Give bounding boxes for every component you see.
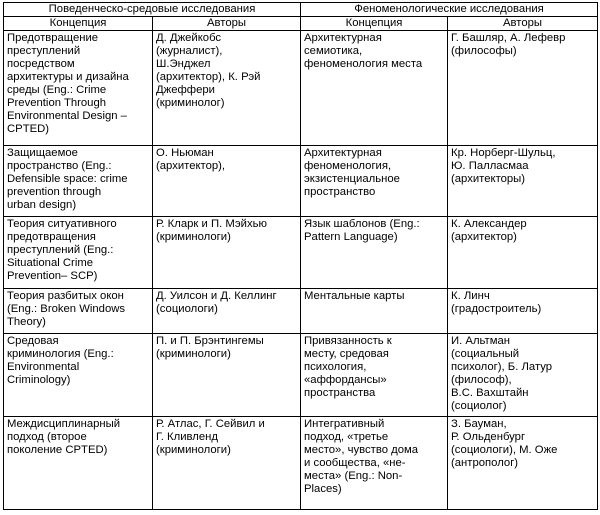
behavioral-authors-cell: О. Ньюман (архитектор), — [153, 145, 301, 217]
phenomenological-concept-cell: Интегративный подход, «третье место», чувство дома и сообщества, «не- места» (Eng.: Non- Places) — [301, 417, 448, 510]
phenomenological-authors-cell: И. Альтман (социальный психолог), Б. Латур (философ), В.С. Вахштайн (социолог) — [448, 333, 598, 416]
column-header-concept: Концепция — [4, 17, 153, 31]
phenomenological-concept-cell: Ментальные карты — [301, 289, 448, 334]
column-header-authors: Авторы — [153, 17, 301, 31]
table-row — [4, 333, 598, 416]
behavioral-authors-cell: П. и П. Брэнтингемы (криминологи) — [153, 333, 301, 416]
comparison-table — [3, 2, 598, 510]
column-header-concept: Концепция — [301, 17, 448, 31]
table-row — [4, 217, 598, 289]
behavioral-authors-cell: Д. Джейкобс (журналист), Ш.Энджел (архитектор), К. Рэй Джеффери (криминолог) — [153, 31, 301, 146]
group-header-phenomenological: Феноменологические исследования — [301, 3, 598, 17]
group-header-row — [4, 3, 598, 17]
group-header-behavioral: Поведенческо-средовые исследования — [4, 3, 301, 17]
table-row — [4, 417, 598, 510]
column-header-row — [4, 17, 598, 31]
table-row — [4, 31, 598, 146]
table-row — [4, 145, 598, 217]
behavioral-concept-cell: Теория разбитых окон (Eng.: Broken Windows Theory) — [4, 289, 153, 334]
phenomenological-authors-cell: Кр. Норберг-Шульц, Ю. Палласмаа (архитекторы) — [448, 145, 598, 217]
behavioral-concept-cell: Теория ситуативного предотвращения преступлений (Eng.: Situational Crime Prevention– SCP) — [4, 217, 153, 289]
phenomenological-authors-cell: К. Линч (градостроитель) — [448, 289, 598, 334]
phenomenological-authors-cell: К. Александер (архитектор) — [448, 217, 598, 289]
column-header-authors: Авторы — [448, 17, 598, 31]
behavioral-authors-cell: Д. Уилсон и Д. Келлинг (социологи) — [153, 289, 301, 334]
phenomenological-concept-cell: Язык шаблонов (Eng.: Pattern Language) — [301, 217, 448, 289]
phenomenological-authors-cell: З. Бауман, Р. Ольденбург (социологи), М. Оже (антрополог) — [448, 417, 598, 510]
phenomenological-concept-cell: Привязанность к месту, средовая психология, «аффордансы» пространства — [301, 333, 448, 416]
behavioral-concept-cell: Защищаемое пространство (Eng.: Defensible space: crime prevention through urban design) — [4, 145, 153, 217]
table-row — [4, 289, 598, 334]
behavioral-authors-cell: Р. Атлас, Г. Сейвил и Г. Кливленд (криминологи) — [153, 417, 301, 510]
phenomenological-authors-cell: Г. Башляр, А. Лефевр (философы) — [448, 31, 598, 146]
phenomenological-concept-cell: Архитектурная семиотика, феноменология места — [301, 31, 448, 146]
phenomenological-concept-cell: Архитектурная феноменология, экзистенциальное пространство — [301, 145, 448, 217]
behavioral-concept-cell: Междисциплинарный подход (второе поколение CPTED) — [4, 417, 153, 510]
behavioral-concept-cell: Средовая криминология (Eng.: Environmental Criminology) — [4, 333, 153, 416]
behavioral-concept-cell: Предотвращение преступлений посредством архитектуры и дизайна среды (Eng.: Crime Prevention Through Environmental Design – CPTED) — [4, 31, 153, 146]
behavioral-authors-cell: Р. Кларк и П. Мэйхью (криминологи) — [153, 217, 301, 289]
